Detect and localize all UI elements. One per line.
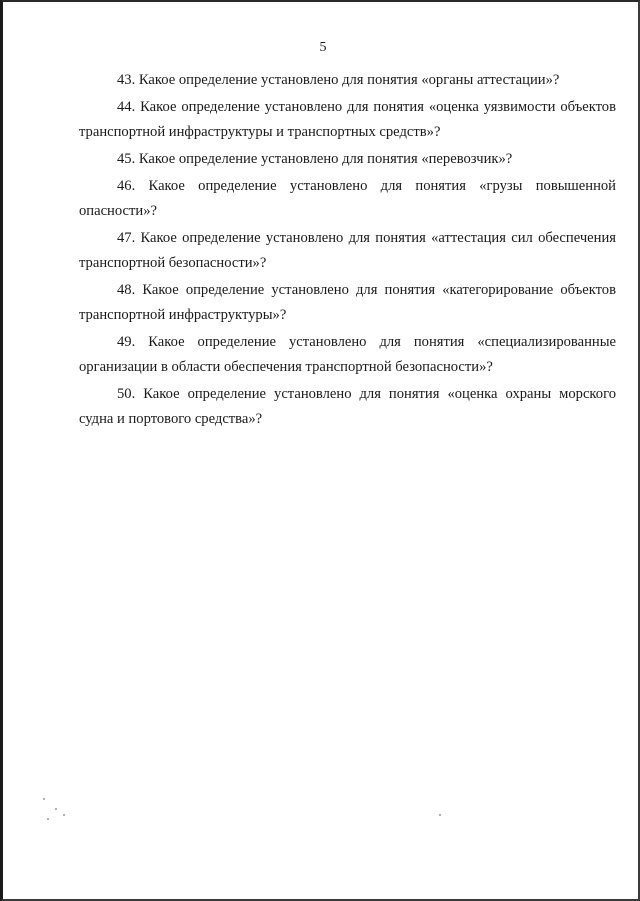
- question-48: 48. Какое определение установлено для понятия «категорирование объектов транспортной инфраструктуры»?: [79, 282, 616, 323]
- scan-speck: [47, 818, 49, 820]
- scan-speck: [55, 808, 57, 810]
- question-47: 47. Какое определение установлено для понятия «аттестация сил обеспечения транспортной безопасности»?: [79, 230, 616, 271]
- question-46: 46. Какое определение установлено для понятия «грузы повышенной опасности»?: [79, 178, 616, 219]
- scan-speck: [439, 814, 441, 816]
- question-list: [79, 68, 616, 434]
- question-43: 43. Какое определение установлено для понятия «органы аттестации»?: [117, 72, 560, 88]
- question-49: 49. Какое определение установлено для понятия «специализированные организации в области обеспечения транспортной безопасности»?: [79, 334, 616, 375]
- question-50: 50. Какое определение установлено для понятия «оценка охраны морского судна и портового средства»?: [79, 386, 616, 427]
- question-44: 44. Какое определение установлено для понятия «оценка уязвимости объектов транспортной инфраструктуры и транспортных средств»?: [79, 99, 616, 140]
- page-number: 5: [319, 40, 327, 55]
- scan-speck: [63, 814, 65, 816]
- scan-speck: [43, 798, 45, 800]
- question-45: 45. Какое определение установлено для понятия «перевозчик»?: [117, 151, 513, 167]
